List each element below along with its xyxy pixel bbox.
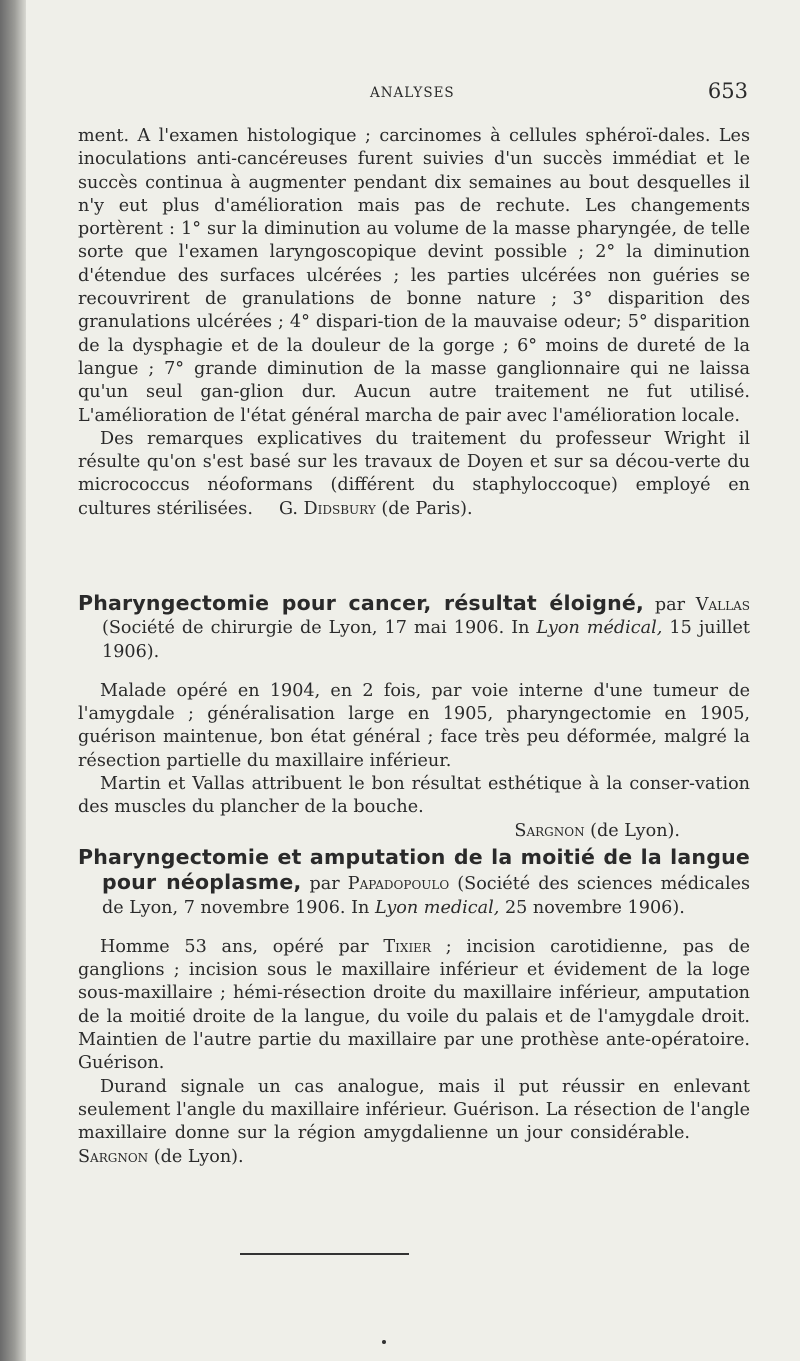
page-number: 653	[707, 79, 748, 103]
journal-name: Lyon médical,	[536, 618, 663, 639]
article-title: Pharyngectomie et amputation de la moitié de la langue pour néoplasme,	[78, 845, 750, 895]
paragraph: Durand signale un cas analogue, mais il put réussir en enlevant seulement l'angle du maxillaire inférieur. Guérison. La résection de l'angle maxillaire donne sur la région amygdalienne un jour considérable.Sargnon (de Lyon).	[78, 1076, 750, 1167]
article-pharyngectomie-langue	[78, 846, 750, 1169]
signature-place: (de Paris).	[381, 498, 473, 519]
article-author: Vallas	[695, 595, 750, 615]
paragraph: Des remarques explicatives du traitement du professeur Wright il résulte qu'on s'est basé sur les travaux de Doyen et sur sa décou-verte du micrococcus néoformans (différent du staphyloccoque) employé en cultures stérilisées. G. Didsbury (de Paris).	[78, 428, 750, 519]
signature-name: Sargnon	[514, 820, 585, 841]
paragraph: ment. A l'examen histologique ; carcinomes à cellules sphéroï-dales. Les inoculations anti-cancéreuses furent suivies d'un succès immédiat et le succès continua à augmenter pendant dix semaines au bout desquelles il n'y eut plus d'amélioration mais pas de rechute. Les changements portèrent : 1° sur la diminution au volume de la masse pharyngée, de telle sorte que l'examen laryngoscopique devint possible ; 2° la diminution d'étendue des surfaces ulcérées ; les parties ulcérées non guéries se recouvrirent de granulations de bonne nature ; 3° disparition des granulations ulcérées ; 4° dispari-tion de la mauvaise odeur; 5° disparition de la dysphagie et de la douleur de la gorge ; 6° moins de dureté de la langue ; 7° grande diminution de la masse ganglionnaire qui ne laissa qu'un seul gan-glion dur. Aucun autre traitement ne fut utilisé. L'amélioration de l'état général marcha de pair avec l'amélioration locale.	[78, 126, 750, 426]
page-mark-dot	[382, 1340, 386, 1344]
closing-rule	[240, 1253, 409, 1255]
paragraph: Homme 53 ans, opéré par Tixier ; incision carotidienne, pas de ganglions ; incision sous le maxillaire inférieur et évidement de la loge sous-maxillaire ; hémi-résection droite du maxillaire inférieur, amputation de la moitié droite de la langue, du voile du palais et de l'amygdale droit. Maintien de l'autre partie du maxillaire par une prothèse ante-opératoire. Guérison.	[78, 936, 751, 1074]
article-heading: Pharyngectomie et amputation de la moitié de la langue pour néoplasme, par Papadopoulo (Société des sciences médicales de Lyon, 7 novembre 1906. In Lyon medical, 25 novembre 1906).	[78, 845, 751, 918]
article-title: Pharyngectomie pour cancer, résultat éloigné,	[78, 591, 645, 615]
article-pharyngectomie-cancer	[78, 592, 750, 843]
signature-place: (de Lyon).	[590, 820, 680, 841]
running-header	[78, 77, 750, 107]
signature-name: G. Didsbury	[278, 498, 376, 519]
signature	[78, 820, 750, 843]
section-continued-review	[78, 125, 750, 521]
header-title: ANALYSES	[370, 85, 455, 101]
paragraph: Malade opéré en 1904, en 2 fois, par voie interne d'une tumeur de l'amygdale ; généralisation large en 1905, pharyngectomie en 1905, guérison maintenue, bon état général ; face très peu déformée, malgré la résection partielle du maxillaire inférieur.	[78, 680, 750, 771]
signature-name: Sargnon	[78, 1146, 149, 1167]
article-heading: Pharyngectomie pour cancer, résultat éloigné, par Vallas (Société de chirurgie de Lyon, 17 mai 1906. In Lyon médical, 15 juillet 1906).	[78, 591, 750, 662]
signature-place: (de Lyon).	[153, 1146, 244, 1167]
journal-name: Lyon medical,	[374, 897, 500, 918]
paragraph: Martin et Vallas attribuent le bon résultat esthétique à la conser-vation des muscles du plancher de la bouche.	[78, 774, 750, 818]
surgeon-name: Tixier	[383, 936, 431, 957]
article-author: Papadopoulo	[347, 874, 450, 895]
book-binding-edge	[0, 0, 26, 1361]
